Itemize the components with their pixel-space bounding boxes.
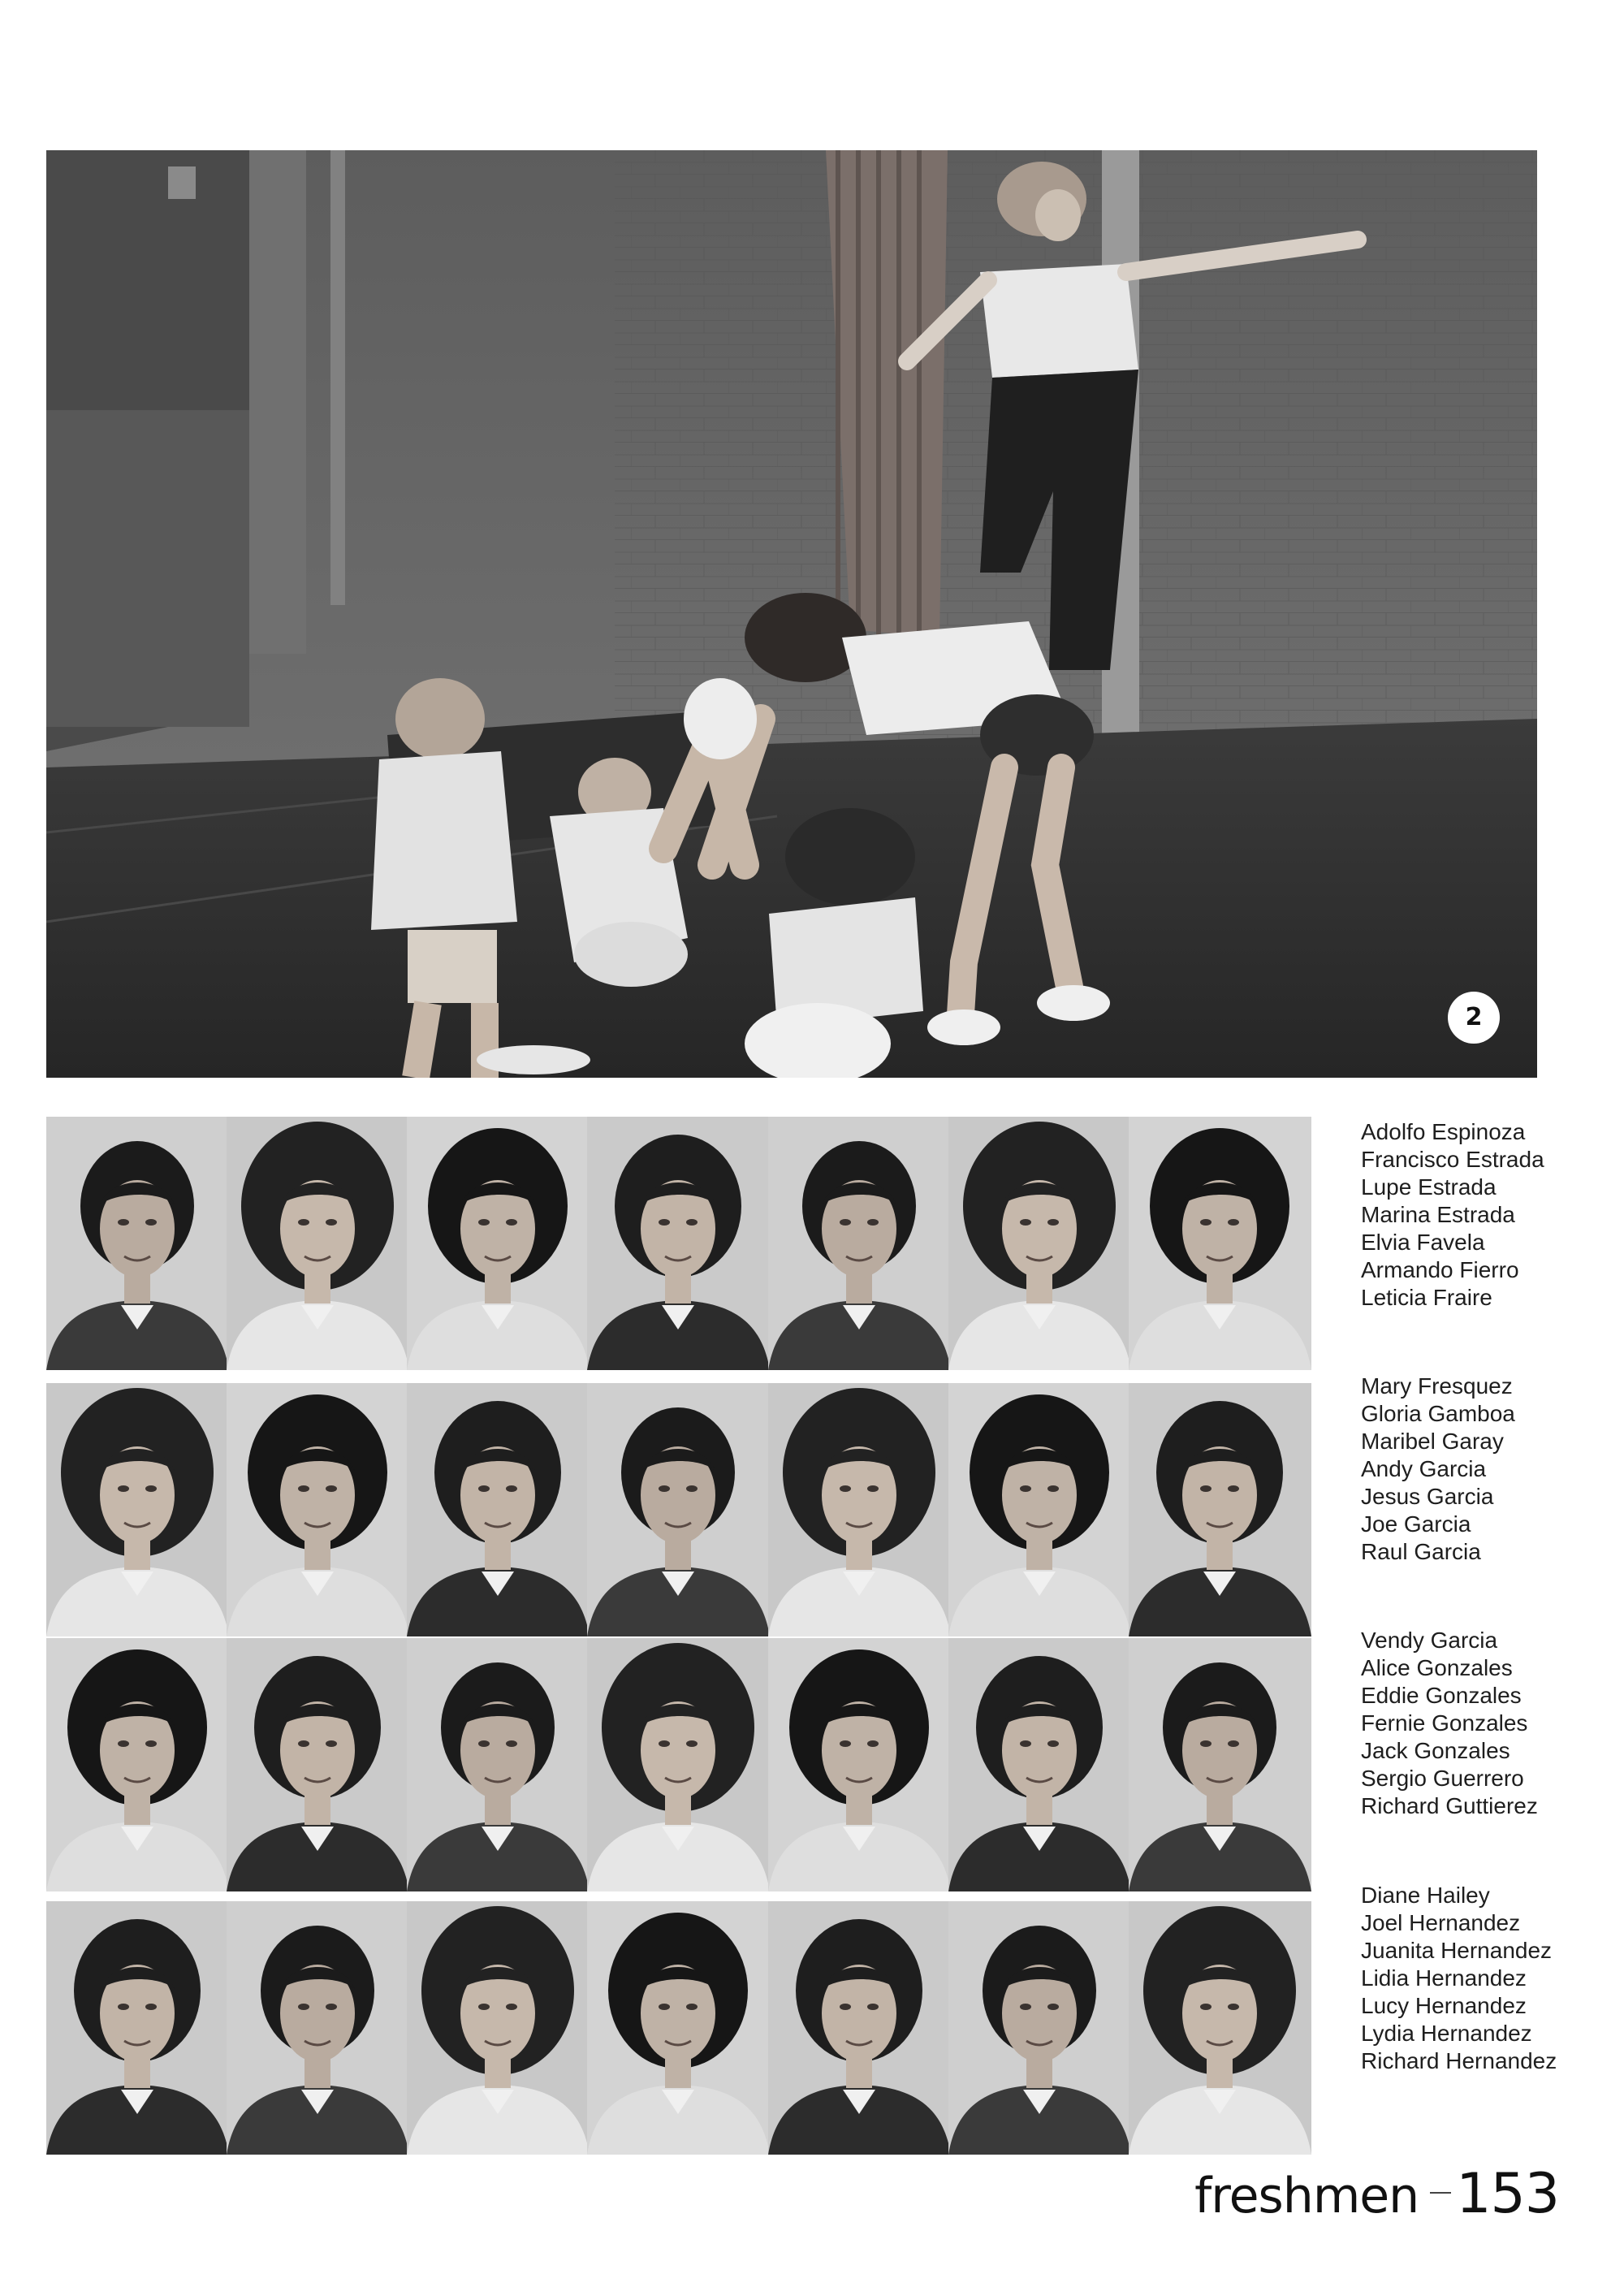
student-name: Alice Gonzales — [1361, 1655, 1513, 1680]
student-name: Gloria Gamboa — [1361, 1401, 1515, 1426]
student-name: Richard Hernandez — [1361, 2048, 1557, 2073]
student-name: Lydia Hernandez — [1361, 2021, 1532, 2046]
student-portrait — [407, 1901, 590, 2155]
student-name: Jack Gonzales — [1361, 1738, 1510, 1763]
student-name: Fernie Gonzales — [1361, 1710, 1528, 1736]
student-name: Eddie Gonzales — [1361, 1683, 1522, 1708]
name-list-row-4 — [1361, 1882, 1613, 2075]
student-name: Marina Estrada — [1361, 1202, 1515, 1227]
student-name: Adolfo Espinoza — [1361, 1119, 1526, 1144]
student-portrait — [46, 1383, 229, 1636]
student-portrait — [407, 1638, 590, 1891]
portrait-row-4 — [46, 1901, 1329, 2155]
activity-photo — [46, 150, 1537, 1078]
name-list-row-1 — [1361, 1118, 1613, 1312]
student-portrait — [587, 1117, 770, 1370]
student-portrait — [46, 1638, 229, 1891]
name-list-row-3 — [1361, 1627, 1613, 1820]
student-portrait — [407, 1117, 590, 1370]
student-name: Vendy Garcia — [1361, 1628, 1498, 1653]
student-name: Maribel Garay — [1361, 1429, 1504, 1454]
student-name: Jesus Garcia — [1361, 1484, 1494, 1509]
student-portrait — [768, 1638, 951, 1891]
student-name: Lidia Hernandez — [1361, 1965, 1527, 1991]
student-portrait — [587, 1901, 770, 2155]
folio-divider — [1430, 2192, 1451, 2194]
student-name: Joe Garcia — [1361, 1511, 1471, 1537]
student-portrait — [948, 1383, 1131, 1636]
student-name: Mary Fresquez — [1361, 1373, 1513, 1399]
student-name: Lupe Estrada — [1361, 1174, 1497, 1200]
student-name: Armando Fierro — [1361, 1257, 1519, 1282]
section-title: freshmen — [1194, 2168, 1419, 2224]
student-name: Leticia Fraire — [1361, 1285, 1492, 1310]
student-name: Lucy Hernandez — [1361, 1993, 1527, 2018]
student-name: Joel Hernandez — [1361, 1910, 1521, 1935]
page-number: 153 — [1456, 2162, 1559, 2226]
student-portrait — [227, 1117, 409, 1370]
student-portrait — [227, 1638, 409, 1891]
student-name: Diane Hailey — [1361, 1883, 1490, 1908]
student-portrait — [948, 1638, 1131, 1891]
student-name: Richard Guttierez — [1361, 1793, 1538, 1818]
student-portrait — [227, 1383, 409, 1636]
student-portrait — [46, 1117, 229, 1370]
student-portrait — [227, 1901, 409, 2155]
student-portrait — [768, 1383, 951, 1636]
name-list-row-2 — [1361, 1373, 1613, 1566]
student-portrait — [1129, 1638, 1311, 1891]
student-name: Francisco Estrada — [1361, 1147, 1544, 1172]
page-folio — [1194, 2162, 1559, 2235]
student-portrait — [587, 1383, 770, 1636]
student-portrait — [768, 1117, 951, 1370]
portrait-row-3 — [46, 1638, 1329, 1891]
student-name: Juanita Hernandez — [1361, 1938, 1553, 1963]
student-name: Elvia Favela — [1361, 1230, 1485, 1255]
student-portrait — [948, 1901, 1131, 2155]
student-portrait — [407, 1383, 590, 1636]
student-portrait — [587, 1638, 770, 1891]
student-portrait — [1129, 1117, 1311, 1370]
student-portrait — [1129, 1383, 1311, 1636]
student-name: Andy Garcia — [1361, 1456, 1487, 1481]
portrait-row-1 — [46, 1117, 1329, 1370]
student-name: Sergio Guerrero — [1361, 1766, 1524, 1791]
student-portrait — [46, 1901, 229, 2155]
gym-scene-illustration — [46, 150, 1537, 1078]
student-name: Raul Garcia — [1361, 1539, 1481, 1564]
portrait-row-2 — [46, 1383, 1329, 1636]
portrait-grid — [46, 1117, 1329, 2132]
student-portrait — [1129, 1901, 1311, 2155]
student-portrait — [948, 1117, 1131, 1370]
photo-number-badge: 2 — [1448, 992, 1500, 1044]
student-portrait — [768, 1901, 951, 2155]
